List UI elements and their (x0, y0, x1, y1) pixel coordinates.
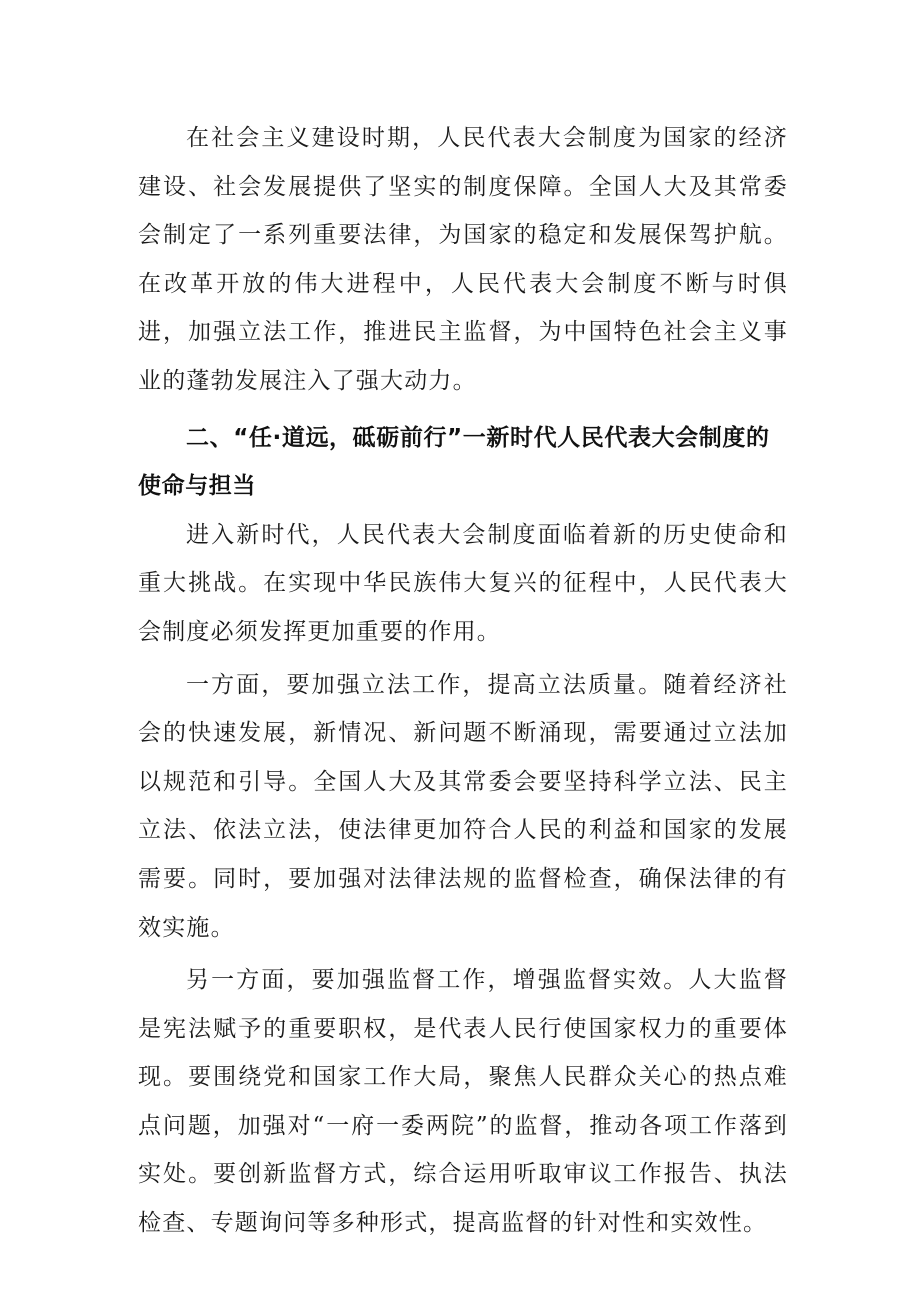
paragraph-supervision: 另一方面，要加强监督工作，增强监督实效。人大监督是宪法赋予的重要职权，是代表人民行使国家权力的重要体现。要围绕党和国家工作大局，聚焦人民群众关心的热点难点问题，加强对“一府一委两院”的监督，推动各项工作落到实处。要创新监督方式，综合运用听取审议工作报告、执法检查、专题询问等多种形式，提高监督的针对性和实效性。 (138, 967, 788, 1237)
paragraph-construction-period: 在社会主义建设时期，人民代表大会制度为国家的经济建设、社会发展提供了坚实的制度保障。全国人大及其常委会制定了一系列重要法律，为国家的稳定和发展保驾护航。在改革开放的伟大进程中，人民代表大会制度不断与时俱进，加强立法工作，推进民主监督，为中国特色社会主义事业的蓬勃发展注入了强大动力。 (138, 125, 788, 394)
section-heading: 二、“任·道远，砥砺前行”一新时代人民代表大会制度的使命与担当 (138, 424, 770, 500)
paragraph-legislation: 一方面，要加强立法工作，提高立法质量。随着经济社会的快速发展，新情况、新问题不断涌现，需要通过立法加以规范和引导。全国人大及其常委会要坚持科学立法、民主立法、依法立法，使法律更加符合人民的利益和国家的发展需要。同时，要加强对法律法规的监督检查，确保法律的有效实施。 (138, 671, 788, 941)
document-body (138, 114, 788, 1248)
paragraph-new-era: 进入新时代，人民代表大会制度面临着新的历史使命和重大挑战。在实现中华民族伟大复兴的征程中，人民代表大会制度必须发挥更加重要的作用。 (138, 521, 788, 645)
